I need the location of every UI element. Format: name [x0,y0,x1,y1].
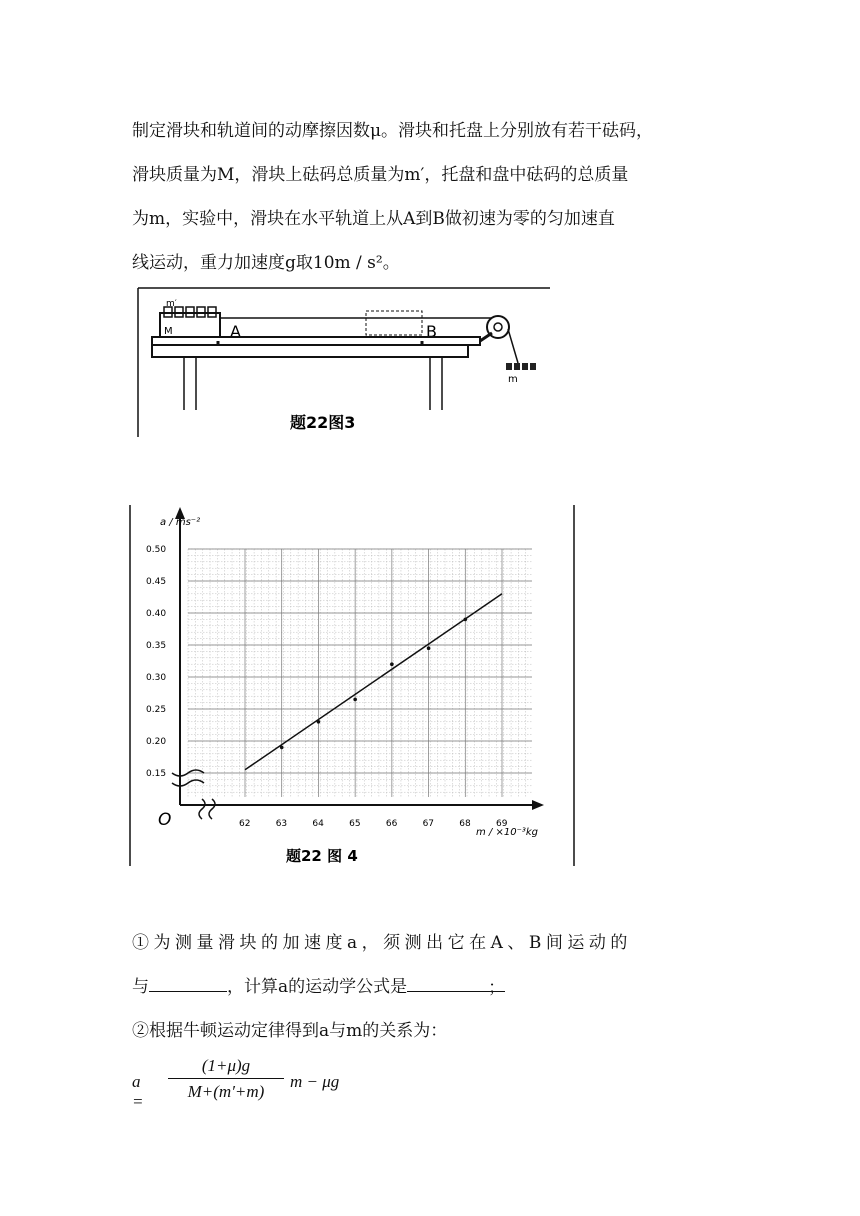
intro-line-4: 线运动，重力加速度g取10m / s²。 [132,253,400,273]
question-1-text-b: ，计算a的运动学公式是 [227,977,408,997]
label-m: m [508,374,518,385]
tray-weights [506,363,536,370]
question-2: ②根据牛顿运动定律得到a与m的关系为： [132,1021,448,1041]
intro-line-2: 滑块质量为M，滑块上砝码总质量为m′，托盘和盘中砝码的总质量 [132,165,629,185]
x-tick-label: 62 [239,819,251,829]
y-tick-label: 0.25 [146,705,167,715]
data-point [317,720,321,724]
acceleration-mass-chart [128,503,578,868]
data-point [390,662,394,666]
label-A: A [230,322,241,341]
x-tick-label: 65 [349,819,361,829]
y-tick-label: 0.50 [146,545,167,555]
figure3-caption: 题22图3 [290,413,356,432]
x-axis-label: m / ×10⁻³kg [476,827,538,838]
formula-rhs: m − μg [290,1072,340,1091]
x-axis-arrow-icon [532,800,544,810]
chart-grid [188,549,532,797]
question-1-text-c: ； [488,978,506,998]
label-B: B [426,322,437,341]
data-point [463,618,467,622]
question-1-line-2 [132,972,505,997]
y-tick-label: 0.40 [146,609,167,619]
data-point [427,646,431,650]
answer-blank-1[interactable] [149,973,227,992]
chart-axes [172,507,544,819]
data-point [353,698,357,702]
x-tick-label: 63 [275,819,288,829]
intro-line-1: 制定滑块和轨道间的动摩擦因数μ。滑块和托盘上分别放有若干砝码， [132,121,654,141]
x-tick-label: 67 [422,819,435,829]
label-M: M [164,326,173,337]
question-1-line-1: ①为测量滑块的加速度a，须测出它在A、B间运动的 [132,933,632,953]
pulley [480,316,509,341]
y-tick-label: 0.15 [146,769,167,779]
x-tick-label: 69 [496,819,508,829]
apparatus-figure [130,285,555,440]
intro-line-3: 为m，实验中，滑块在水平轨道上从A到B做初速为零的匀加速直 [132,209,615,229]
figure4-caption: 题22 图 4 [286,847,358,865]
x-tick-label: 64 [312,819,324,829]
origin-label: O [158,810,172,830]
formula-numerator: (1+μ)g [168,1056,284,1079]
formula-denominator: M+(m′+m) [187,1082,265,1101]
question-1-text-a: 与 [132,977,149,997]
answer-blank-2[interactable] [407,973,506,998]
y-tick-label: 0.45 [146,577,167,587]
y-tick-label: 0.20 [146,737,167,747]
data-point [280,746,284,750]
x-tick-label: 68 [459,819,471,829]
x-tick-label: 66 [385,819,398,829]
y-tick-label: 0.30 [146,673,167,683]
y-axis-label: a / ms⁻² [160,517,201,528]
label-m-prime: m′ [166,299,177,309]
y-tick-label: 0.35 [146,641,167,651]
formula-lhs: a = [132,1072,144,1111]
